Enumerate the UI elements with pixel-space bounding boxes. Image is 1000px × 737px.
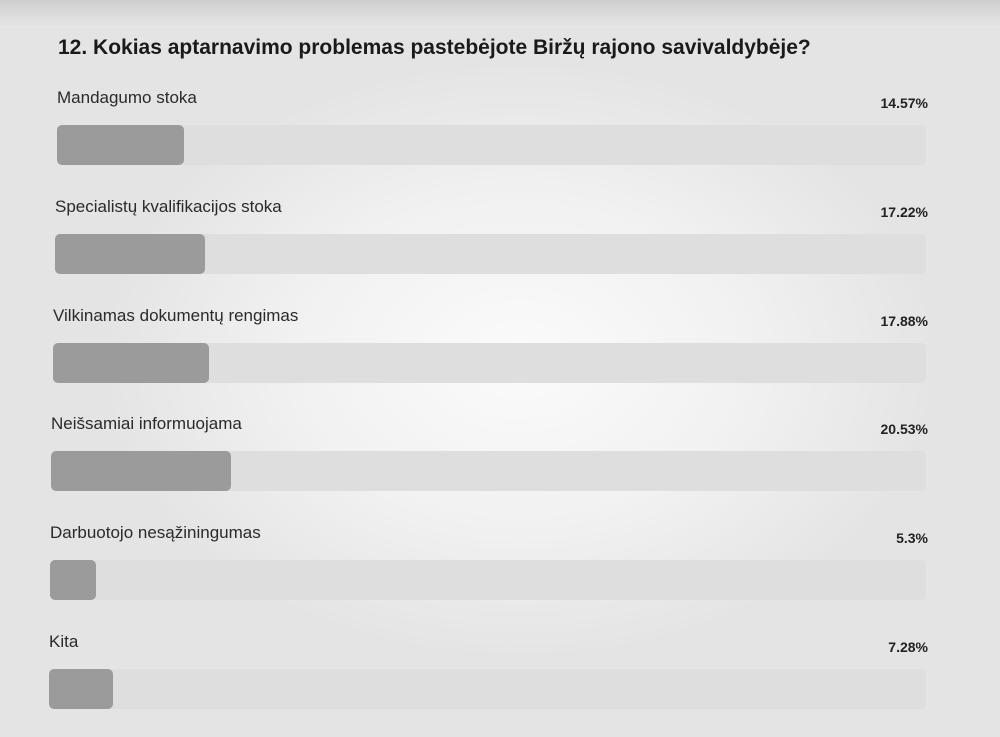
option-percentage: 17.22% bbox=[880, 204, 928, 220]
option-label: Vilkinamas dokumentų rengimas bbox=[53, 306, 299, 325]
option-label: Mandagumo stoka bbox=[57, 88, 197, 107]
option-percentage: 14.57% bbox=[880, 95, 928, 111]
option-label: Kita bbox=[49, 632, 79, 651]
option-label: Specialistų kvalifikacijos stoka bbox=[55, 197, 282, 216]
bar-track bbox=[51, 451, 926, 491]
option-label: Darbuotojo nesąžiningumas bbox=[50, 523, 261, 542]
bar-fill bbox=[55, 234, 205, 274]
bar-fill bbox=[57, 125, 184, 165]
option-percentage: 17.88% bbox=[880, 313, 928, 329]
bar-track bbox=[57, 125, 926, 165]
top-strip bbox=[0, 0, 1000, 28]
result-item bbox=[0, 306, 1000, 406]
bar-fill bbox=[53, 343, 209, 383]
bar-track bbox=[53, 343, 926, 383]
bar-track bbox=[49, 669, 926, 709]
question-title: 12. Kokias aptarnavimo problemas pastebėjote Biržų rajono savivaldybėje? bbox=[58, 36, 811, 59]
bar-track bbox=[55, 234, 926, 274]
option-percentage: 5.3% bbox=[896, 530, 928, 546]
result-item bbox=[0, 88, 1000, 188]
result-item bbox=[0, 523, 1000, 623]
bar-track bbox=[50, 560, 926, 600]
bar-fill bbox=[50, 560, 96, 600]
result-item bbox=[0, 197, 1000, 297]
result-item bbox=[0, 414, 1000, 514]
option-percentage: 7.28% bbox=[888, 639, 928, 655]
bar-fill bbox=[49, 669, 113, 709]
option-percentage: 20.53% bbox=[880, 421, 928, 437]
result-item bbox=[0, 632, 1000, 732]
bar-fill bbox=[51, 451, 231, 491]
option-label: Neišsamiai informuojama bbox=[51, 414, 242, 433]
